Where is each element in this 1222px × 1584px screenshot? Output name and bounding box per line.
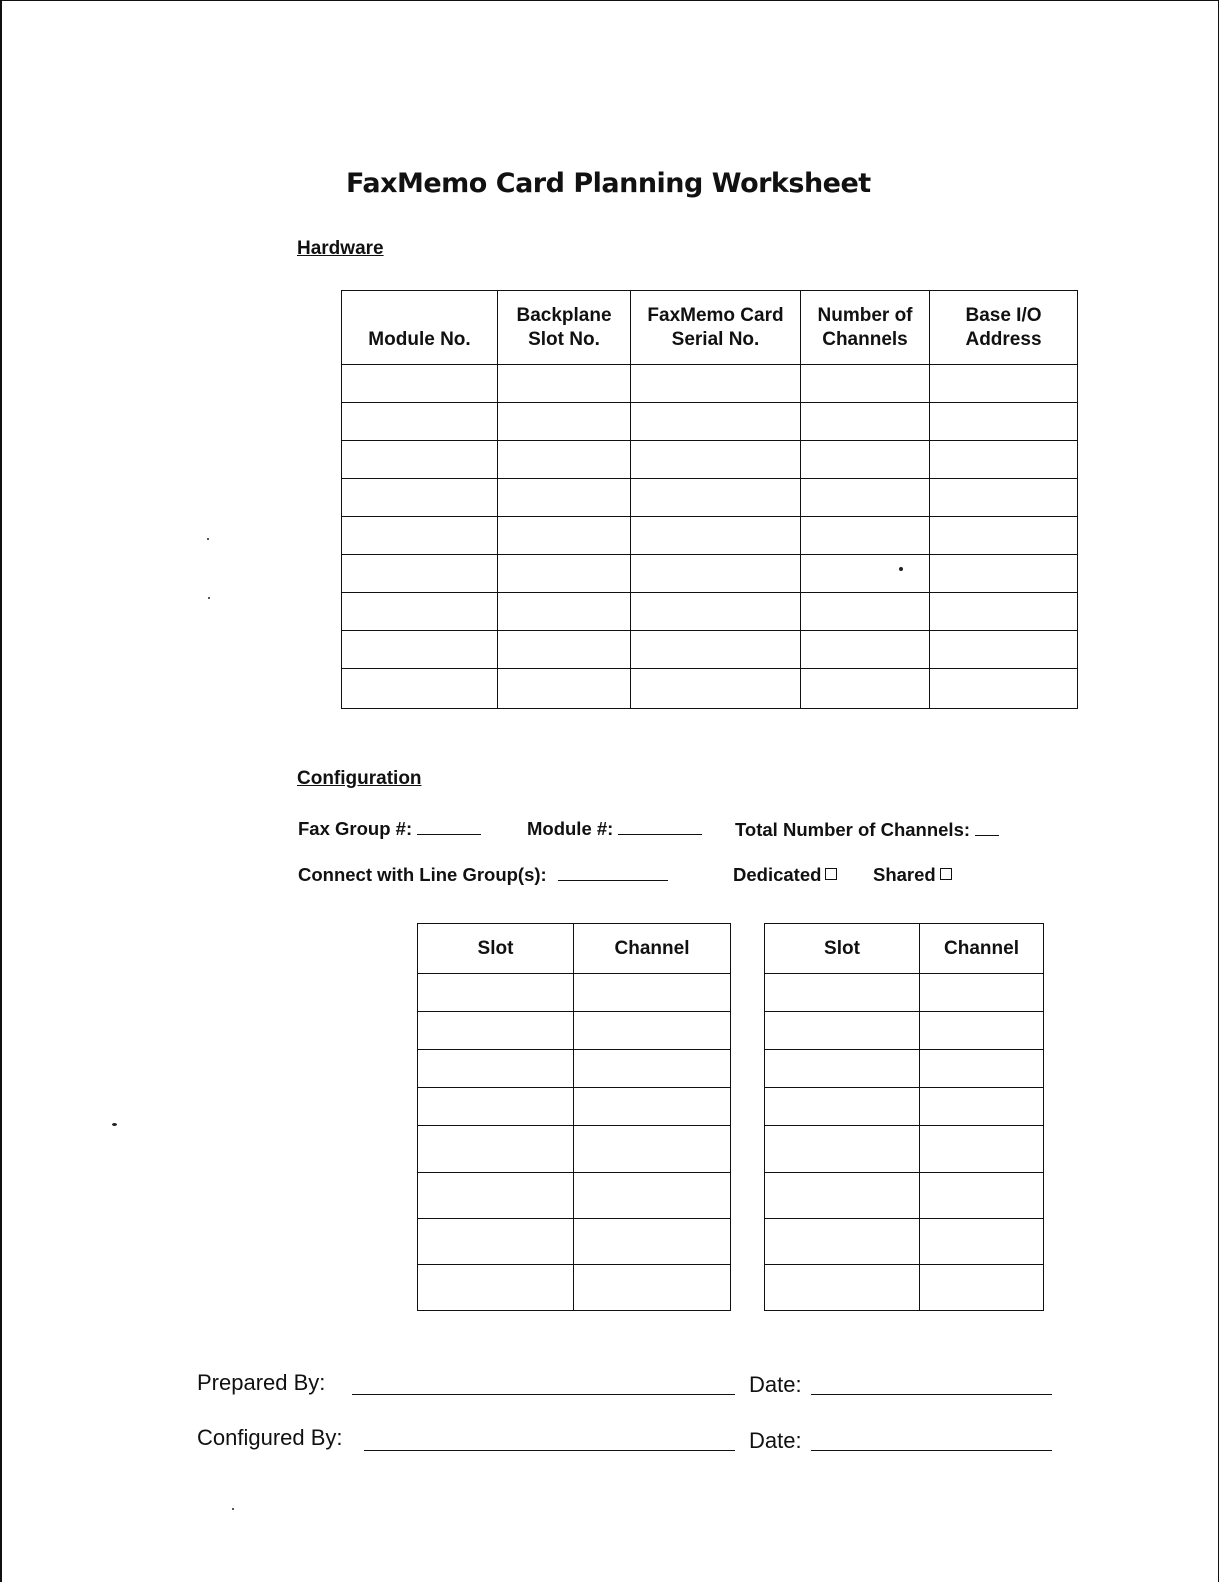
slot-channel-row: [418, 974, 731, 1012]
hardware-row: [342, 479, 1078, 517]
hardware-cell[interactable]: [498, 479, 631, 517]
hardware-cell[interactable]: [930, 365, 1078, 403]
hardware-cell[interactable]: [631, 593, 801, 631]
col-slot: Slot: [765, 924, 920, 974]
slot-cell[interactable]: [418, 974, 574, 1012]
configuration-heading: Configuration: [297, 768, 422, 789]
channel-cell[interactable]: [574, 1219, 731, 1265]
dedicated-checkbox[interactable]: [825, 868, 837, 880]
module-blank[interactable]: [618, 816, 702, 835]
hardware-row: [342, 669, 1078, 709]
slot-cell[interactable]: [765, 1050, 920, 1088]
configured-date-line[interactable]: [811, 1450, 1052, 1451]
slot-channel-row: [418, 1126, 731, 1173]
hardware-cell[interactable]: [342, 441, 498, 479]
slot-cell[interactable]: [418, 1050, 574, 1088]
hardware-row: [342, 365, 1078, 403]
hardware-cell[interactable]: [930, 403, 1078, 441]
slot-cell[interactable]: [765, 1126, 920, 1173]
slot-cell[interactable]: [418, 1012, 574, 1050]
prepared-date-label: Date:: [749, 1372, 802, 1397]
prepared-by-line[interactable]: [352, 1394, 735, 1395]
slot-channel-table-right: [764, 923, 1044, 1311]
hardware-cell[interactable]: [342, 669, 498, 709]
hardware-cell[interactable]: [342, 517, 498, 555]
slot-channel-row: [765, 1088, 1044, 1126]
connect-line-group-blank[interactable]: [558, 862, 668, 881]
hardware-cell[interactable]: [631, 479, 801, 517]
hardware-cell[interactable]: [631, 631, 801, 669]
hardware-table: [341, 290, 1078, 709]
fax-group-blank[interactable]: [417, 816, 481, 835]
hardware-cell[interactable]: [498, 669, 631, 709]
hardware-cell[interactable]: [631, 517, 801, 555]
scan-speck: [899, 567, 903, 571]
channel-cell[interactable]: [920, 974, 1044, 1012]
slot-channel-row: [418, 1265, 731, 1311]
slot-cell[interactable]: [765, 1219, 920, 1265]
slot-channel-row: [765, 1050, 1044, 1088]
hardware-cell[interactable]: [930, 555, 1078, 593]
hardware-cell[interactable]: [631, 555, 801, 593]
hardware-cell[interactable]: [631, 403, 801, 441]
slot-cell[interactable]: [765, 1088, 920, 1126]
channel-cell[interactable]: [920, 1219, 1044, 1265]
total-channels-blank[interactable]: [975, 817, 999, 836]
slot-channel-header-row: [765, 924, 1044, 974]
module-field[interactable]: [527, 816, 702, 840]
hardware-cell[interactable]: [801, 441, 930, 479]
connect-line-group-field[interactable]: [298, 862, 668, 886]
slot-channel-row: [418, 1219, 731, 1265]
configured-date-label: Date:: [749, 1428, 802, 1453]
col-number-of-channels: Number of Channels: [801, 291, 930, 365]
slot-cell[interactable]: [418, 1088, 574, 1126]
slot-cell[interactable]: [418, 1265, 574, 1311]
prepared-date-line[interactable]: [811, 1394, 1052, 1395]
hardware-cell[interactable]: [342, 593, 498, 631]
col-slot: Slot: [418, 924, 574, 974]
slot-cell[interactable]: [765, 1173, 920, 1219]
hardware-cell[interactable]: [498, 403, 631, 441]
scan-speck: [208, 597, 210, 599]
hardware-cell[interactable]: [498, 555, 631, 593]
slot-cell[interactable]: [765, 974, 920, 1012]
hardware-cell[interactable]: [342, 365, 498, 403]
channel-cell[interactable]: [920, 1265, 1044, 1311]
hardware-cell[interactable]: [498, 593, 631, 631]
slot-cell[interactable]: [765, 1265, 920, 1311]
slot-cell[interactable]: [418, 1126, 574, 1173]
connect-line-group-label: Connect with Line Group(s):: [298, 864, 547, 885]
hardware-header-row: [342, 291, 1078, 365]
slot-channel-row: [765, 974, 1044, 1012]
configured-by-line[interactable]: [364, 1450, 735, 1451]
hardware-cell[interactable]: [342, 555, 498, 593]
hardware-cell[interactable]: [498, 631, 631, 669]
hardware-cell[interactable]: [498, 517, 631, 555]
hardware-cell[interactable]: [930, 441, 1078, 479]
col-faxmemo-card-serial-no: FaxMemo Card Serial No.: [631, 291, 801, 365]
col-channel: Channel: [920, 924, 1044, 974]
col-base-io-address: Base I/O Address: [930, 291, 1078, 365]
hardware-row: [342, 517, 1078, 555]
hardware-cell[interactable]: [930, 593, 1078, 631]
scan-speck: [112, 1123, 117, 1126]
shared-checkbox[interactable]: [940, 868, 952, 880]
hardware-cell[interactable]: [631, 669, 801, 709]
fax-group-label: Fax Group #:: [298, 818, 413, 839]
hardware-cell[interactable]: [801, 593, 930, 631]
col-backplane-slot-no: Backplane Slot No.: [498, 291, 631, 365]
hardware-cell[interactable]: [342, 403, 498, 441]
hardware-row: [342, 403, 1078, 441]
slot-channel-row: [765, 1265, 1044, 1311]
channel-cell[interactable]: [920, 1050, 1044, 1088]
channel-cell[interactable]: [574, 1173, 731, 1219]
slot-channel-row: [418, 1088, 731, 1126]
slot-cell[interactable]: [418, 1219, 574, 1265]
slot-channel-row: [418, 1012, 731, 1050]
col-module-no: Module No.: [342, 291, 498, 365]
dedicated-option[interactable]: [733, 864, 837, 886]
slot-channel-row: [418, 1050, 731, 1088]
hardware-cell[interactable]: [930, 669, 1078, 709]
hardware-heading: Hardware: [297, 238, 384, 259]
slot-channel-row: [418, 1173, 731, 1219]
scan-speck: [207, 538, 209, 540]
hardware-cell[interactable]: [801, 479, 930, 517]
col-channel: Channel: [574, 924, 731, 974]
slot-cell[interactable]: [418, 1173, 574, 1219]
slot-channel-row: [765, 1219, 1044, 1265]
hardware-cell[interactable]: [498, 441, 631, 479]
slot-cell[interactable]: [765, 1012, 920, 1050]
hardware-cell[interactable]: [930, 517, 1078, 555]
hardware-cell[interactable]: [631, 441, 801, 479]
configured-by-label: Configured By:: [197, 1425, 343, 1450]
channel-cell[interactable]: [574, 1088, 731, 1126]
page-title: FaxMemo Card Planning Worksheet: [346, 168, 871, 199]
hardware-cell[interactable]: [498, 365, 631, 403]
slot-channel-row: [765, 1126, 1044, 1173]
scan-speck: [232, 1508, 234, 1510]
hardware-cell[interactable]: [930, 479, 1078, 517]
channel-cell[interactable]: [920, 1173, 1044, 1219]
slot-channel-row: [765, 1012, 1044, 1050]
channel-cell[interactable]: [920, 1126, 1044, 1173]
hardware-cell[interactable]: [801, 517, 930, 555]
shared-option[interactable]: [873, 864, 952, 886]
hardware-cell[interactable]: [801, 669, 930, 709]
total-channels-label: Total Number of Channels:: [735, 819, 971, 840]
hardware-row: [342, 593, 1078, 631]
slot-channel-header-row: [418, 924, 731, 974]
slot-channel-row: [765, 1173, 1044, 1219]
hardware-cell[interactable]: [801, 365, 930, 403]
dedicated-label: Dedicated: [733, 864, 822, 885]
prepared-by-label: Prepared By:: [197, 1370, 326, 1395]
hardware-cell[interactable]: [801, 555, 930, 593]
channel-cell[interactable]: [920, 1012, 1044, 1050]
hardware-cell[interactable]: [631, 365, 801, 403]
hardware-cell[interactable]: [801, 631, 930, 669]
channel-cell[interactable]: [574, 1126, 731, 1173]
channel-cell[interactable]: [574, 974, 731, 1012]
channel-cell[interactable]: [920, 1088, 1044, 1126]
shared-label: Shared: [873, 864, 936, 885]
hardware-row: [342, 441, 1078, 479]
hardware-cell[interactable]: [801, 403, 930, 441]
fax-group-field[interactable]: [298, 816, 481, 840]
hardware-cell[interactable]: [342, 479, 498, 517]
slot-channel-table-left: [417, 923, 731, 1311]
channel-cell[interactable]: [574, 1012, 731, 1050]
hardware-row: [342, 631, 1078, 669]
total-channels-field[interactable]: [735, 817, 999, 841]
hardware-cell[interactable]: [930, 631, 1078, 669]
channel-cell[interactable]: [574, 1050, 731, 1088]
hardware-cell[interactable]: [342, 631, 498, 669]
channel-cell[interactable]: [574, 1265, 731, 1311]
module-label: Module #:: [527, 818, 614, 839]
hardware-row: [342, 555, 1078, 593]
